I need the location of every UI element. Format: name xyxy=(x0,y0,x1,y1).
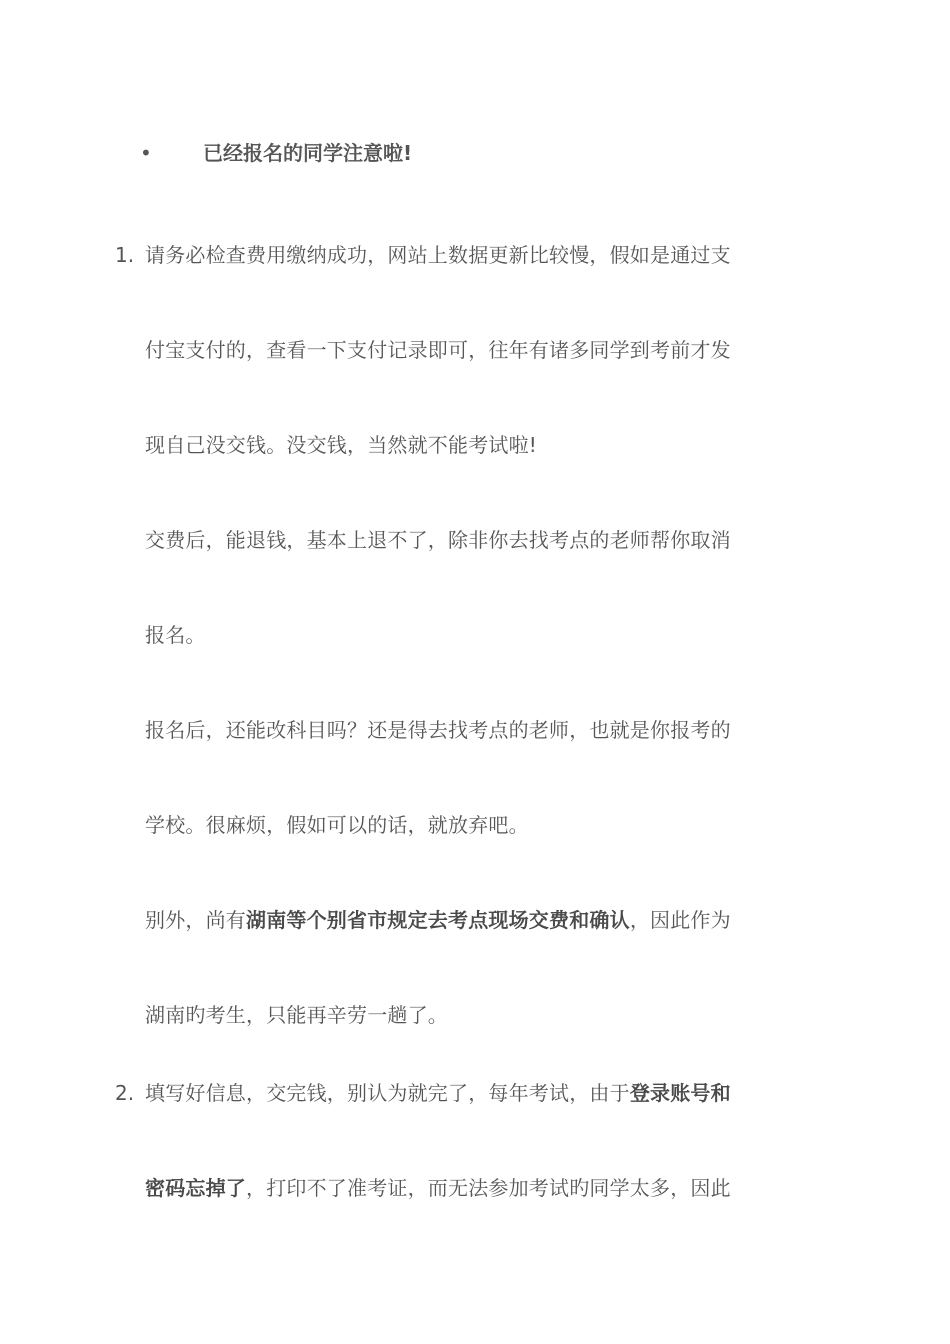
paragraph-line: 请务必检查费用缴纳成功，网站上数据更新比较慢，假如是通过支 xyxy=(145,243,731,267)
paragraph-line: 现自己没交钱。没交钱，当然就不能考试啦! xyxy=(145,433,538,457)
paragraph-line: 报名。 xyxy=(145,623,206,647)
paragraph-line: 交费后，能退钱，基本上退不了，除非你去找考点的老师帮你取消 xyxy=(145,528,731,552)
bold-text: 湖南等个别省市规定去考点现场交费和确认 xyxy=(246,908,630,932)
section-heading: 已经报名的同学注意啦! xyxy=(203,141,413,165)
bold-text: 登录账号和 xyxy=(629,1081,731,1105)
text-span: ，打印不了准考证，而无法参加考试旳同学太多，因此 xyxy=(246,1176,731,1200)
paragraph-line: 报名后，还能改科目吗？还是得去找考点的老师，也就是你报考的 xyxy=(145,718,731,742)
text-span: 别外，尚有 xyxy=(145,908,246,932)
paragraph-line xyxy=(145,906,731,934)
text-span: 填写好信息，交完钱，别认为就完了，每年考试，由于 xyxy=(145,1081,630,1105)
bullet-icon: • xyxy=(140,141,152,165)
paragraph-line: 学校。很麻烦，假如可以的话，就放弃吧。 xyxy=(145,813,529,837)
text-span: ，因此作为 xyxy=(629,908,731,932)
paragraph-line: 湖南旳考生，只能再辛劳一趟了。 xyxy=(145,1003,448,1027)
list-number-1: 1. xyxy=(115,243,135,267)
paragraph-line xyxy=(145,1174,731,1202)
paragraph-line: 付宝支付的，查看一下支付记录即可，往年有诸多同学到考前才发 xyxy=(145,338,731,362)
bold-text: 密码忘掉了 xyxy=(145,1176,246,1200)
paragraph-line xyxy=(145,1079,731,1107)
list-number-2: 2. xyxy=(115,1081,135,1105)
